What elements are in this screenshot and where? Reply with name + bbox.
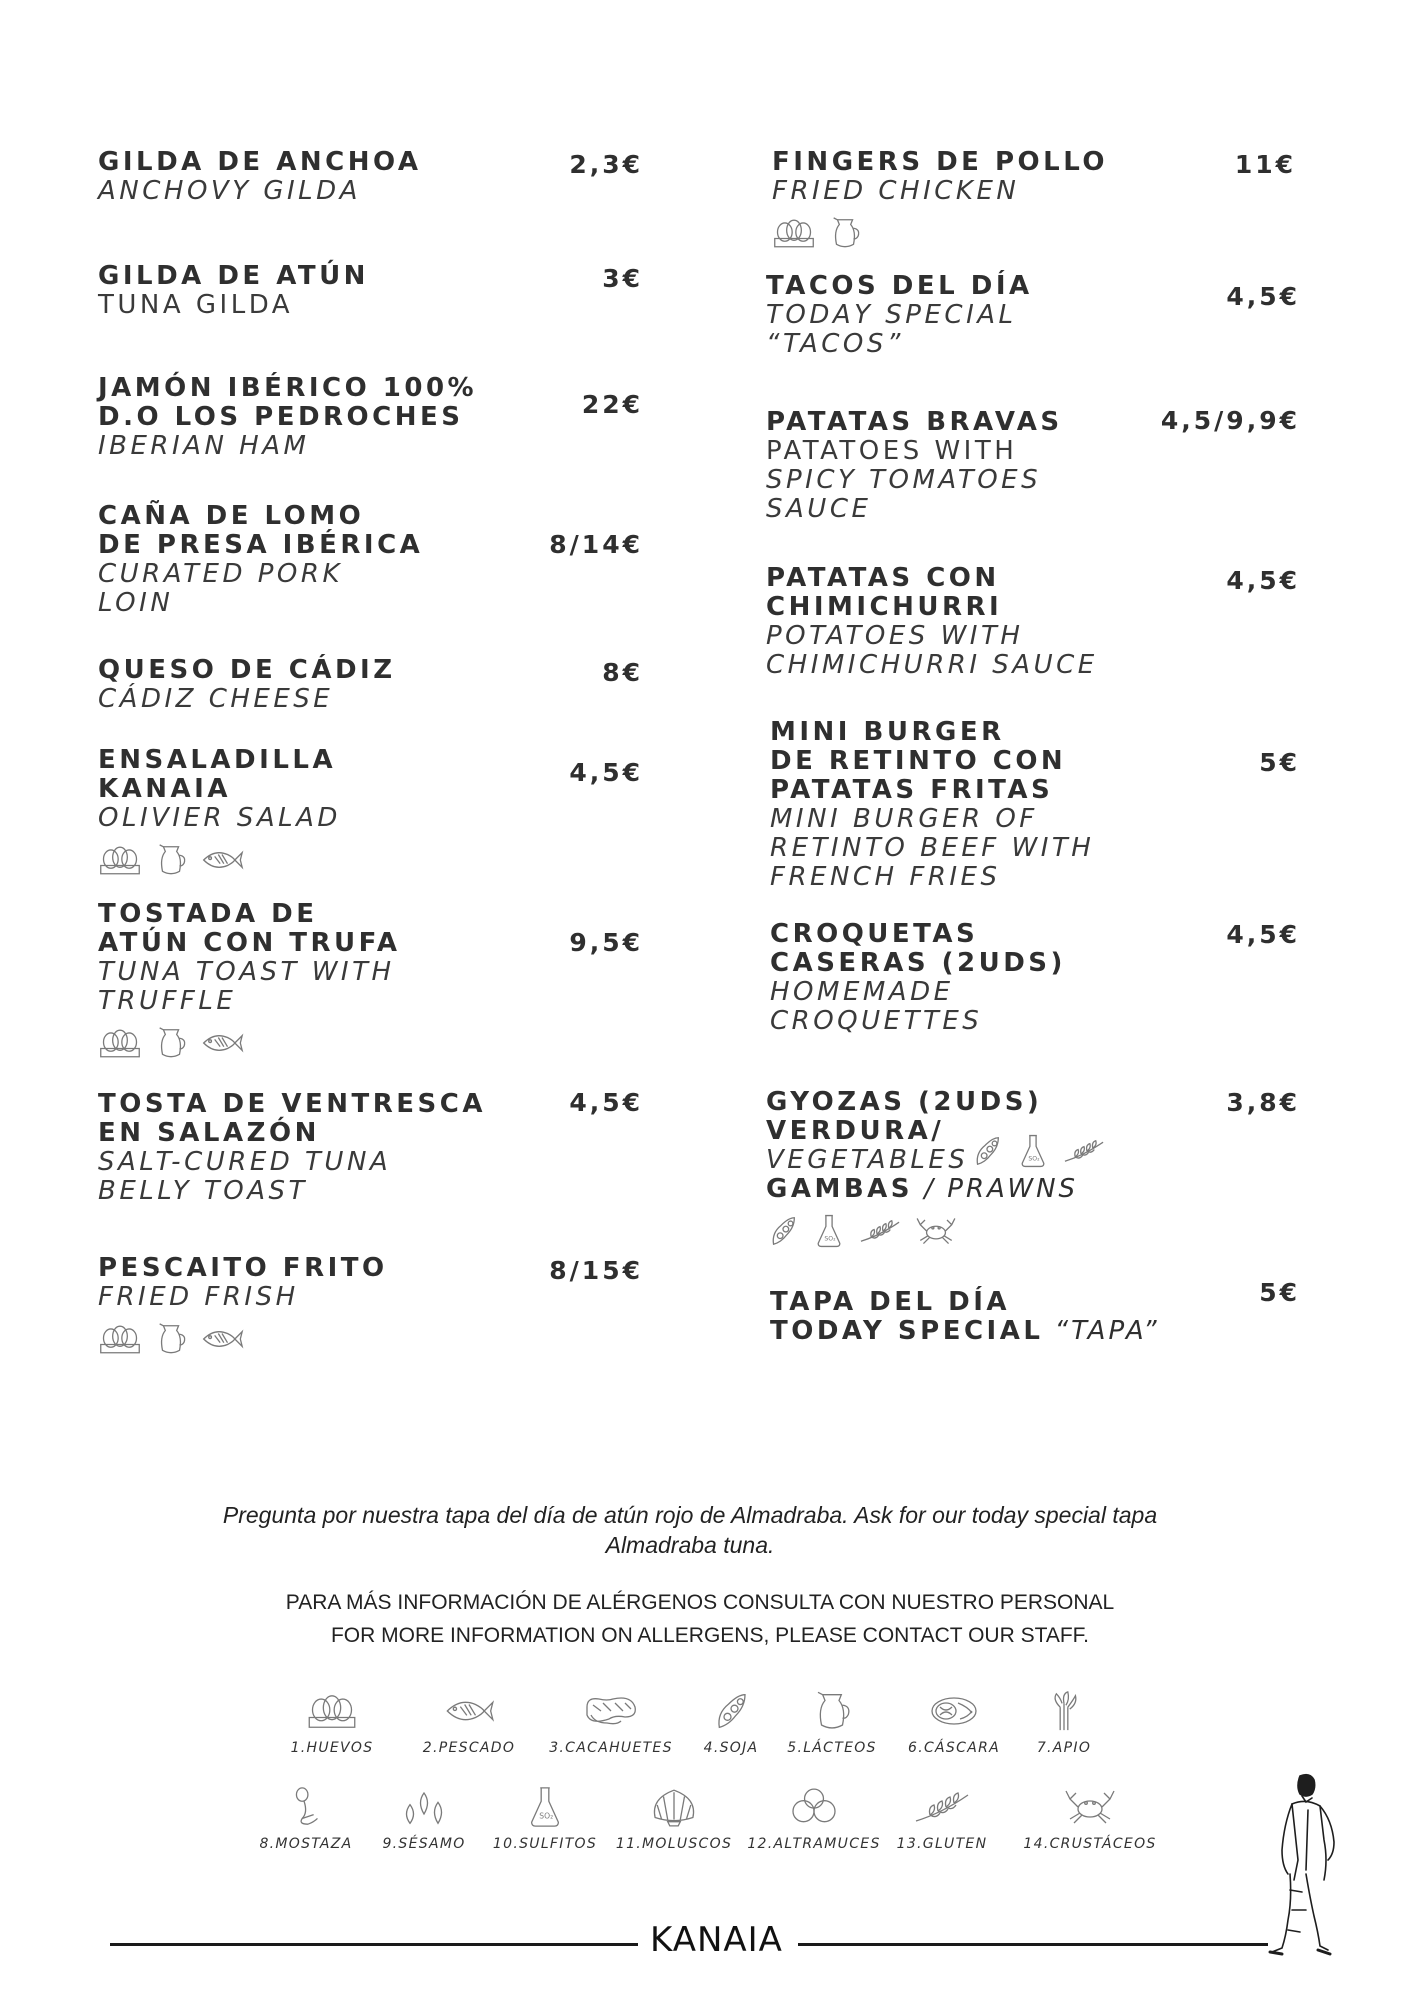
- gluten-icon: [858, 1214, 902, 1248]
- item-description: “TAPA”: [1043, 1316, 1160, 1346]
- allergen-info: [200, 1586, 1200, 1652]
- item-price: 8/15€: [549, 1256, 643, 1285]
- fish-icon: [200, 1322, 244, 1356]
- gluten-icon: [912, 1786, 972, 1828]
- egg-icon: [306, 1690, 358, 1732]
- peanut-icon: [581, 1690, 641, 1732]
- item-name: VERDURA/: [766, 1116, 945, 1146]
- item-price: 3,8€: [1226, 1088, 1300, 1117]
- item-price: 8€: [602, 658, 643, 687]
- brand-logo: KANAIA: [650, 1920, 783, 1960]
- item-name-line: [770, 1317, 1160, 1346]
- sulphites-icon: [812, 1214, 846, 1248]
- gluten-icon: [1062, 1134, 1106, 1168]
- legend-item: [1024, 1690, 1104, 1756]
- legend-item: [282, 1690, 382, 1756]
- egg-icon: [98, 1322, 142, 1356]
- item-price: 22€: [581, 390, 643, 419]
- item-price: 3€: [602, 264, 643, 293]
- item-name: TODAY SPECIAL: [770, 1316, 1044, 1346]
- allergen-icons: [98, 1024, 401, 1062]
- item-description: SAUCE: [766, 494, 872, 524]
- allergen-icons: [766, 1212, 1078, 1250]
- nut-icon: [928, 1690, 980, 1732]
- legend-label: 7.APIO: [1036, 1740, 1092, 1756]
- item-price: 2,3€: [569, 150, 643, 179]
- sulphites-icon: [1016, 1134, 1050, 1168]
- milk-jug-icon: [828, 216, 862, 250]
- item-name: PATATAS FRITAS: [770, 775, 1054, 805]
- footer-rule-left: [110, 1943, 638, 1946]
- item-name: TAPA DEL DÍA: [770, 1287, 1011, 1317]
- item-description: OLIVIER SALAD: [98, 803, 341, 833]
- item-price: 5€: [1259, 748, 1300, 777]
- item-description: SALT-CURED TUNA: [98, 1147, 392, 1177]
- menu-item-fingers-pollo: [772, 148, 1108, 252]
- menu-item-pescaito-frito: [98, 1254, 388, 1358]
- item-price: 4,5€: [569, 758, 643, 787]
- man-illustration-icon: [1262, 1770, 1344, 1960]
- menu-item-mini-burger: [770, 718, 1094, 892]
- item-description: FRENCH FRIES: [770, 862, 1001, 892]
- sesame-icon: [398, 1786, 450, 1828]
- item-name: PATATAS CON: [766, 563, 1000, 593]
- crustacean-icon: [1062, 1786, 1118, 1828]
- legend-label: 10.SULFITOS: [492, 1836, 598, 1852]
- menu-item-ensaladilla: [98, 746, 341, 879]
- item-description: TRUFFLE: [98, 986, 237, 1016]
- legend-item: [902, 1690, 1006, 1756]
- legend-item: [414, 1690, 524, 1756]
- legend-label: 2.PESCADO: [422, 1740, 516, 1756]
- item-description: IBERIAN HAM: [98, 431, 310, 461]
- milk-jug-icon: [154, 1322, 188, 1356]
- item-description: TUNA TOAST WITH: [98, 957, 395, 987]
- milk-jug-icon: [154, 1026, 188, 1060]
- menu-item-tapa-del-dia: [770, 1288, 1160, 1346]
- item-description: ANCHOVY GILDA: [98, 176, 361, 206]
- item-description: MINI BURGER OF: [770, 804, 1038, 834]
- legend-item: [612, 1786, 736, 1852]
- item-description: FRIED FRISH: [98, 1282, 299, 1312]
- item-price: 8/14€: [549, 530, 643, 559]
- menu-item-tacos-del-dia: [766, 272, 1033, 359]
- item-price: 9,5€: [569, 928, 643, 957]
- item-description: RETINTO BEEF WITH: [770, 833, 1095, 863]
- item-description: CÁDIZ CHEESE: [98, 684, 334, 714]
- legend-label: 3.CACAHUETES: [549, 1740, 673, 1756]
- menu-item-jamon-iberico: [98, 374, 477, 461]
- menu-item-tostada-atun: [98, 900, 401, 1062]
- legend-label: 6.CÁSCARA: [908, 1740, 1000, 1756]
- lupin-icon: [788, 1786, 840, 1828]
- item-name: DE RETINTO CON: [770, 746, 1067, 776]
- item-description: TUNA GILDA: [98, 290, 294, 320]
- legend-item: [694, 1690, 768, 1756]
- mustard-icon: [280, 1786, 332, 1828]
- promo-line: Almadraba tuna.: [605, 1532, 775, 1558]
- menu-item-cana-de-lomo: [98, 502, 423, 618]
- soy-icon: [970, 1134, 1004, 1168]
- item-price: 4,5€: [1226, 566, 1300, 595]
- item-description: HOMEMADE: [770, 977, 954, 1007]
- item-name: CASERAS (2UDS): [770, 948, 1066, 978]
- legend-item: [894, 1786, 990, 1852]
- item-description: POTATOES WITH: [766, 621, 1024, 651]
- allergen-info-line: FOR MORE INFORMATION ON ALLERGENS, PLEASE CONTACT OUR STAFF.: [330, 1624, 1090, 1647]
- legend-label: 11.MOLUSCOS: [615, 1836, 733, 1852]
- item-name: D.O LOS PEDROCHES: [98, 402, 464, 432]
- item-name: FINGERS DE POLLO: [772, 147, 1108, 177]
- menu-item-patatas-bravas: [766, 408, 1063, 524]
- item-name: CHIMICHURRI: [766, 592, 1003, 622]
- legend-label: 9.SÉSAMO: [382, 1836, 466, 1852]
- item-price: 5€: [1259, 1278, 1300, 1307]
- allergen-info-line: PARA MÁS INFORMACIÓN DE ALÉRGENOS CONSULTA CON NUESTRO PERSONAL: [285, 1591, 1115, 1614]
- item-name: KANAIA: [98, 774, 231, 804]
- footer-rule-right: [798, 1943, 1268, 1946]
- allergen-icons-inline: [970, 1132, 1106, 1170]
- item-description: PATATOES WITH: [766, 436, 1018, 466]
- mollusc-icon: [648, 1786, 700, 1828]
- sulphites-icon: [519, 1786, 571, 1828]
- item-name: PESCAITO FRITO: [98, 1253, 388, 1283]
- promo-line: Pregunta por nuestra tapa del día de atún rojo de Almadraba. Ask for our today special tapa: [222, 1502, 1158, 1528]
- item-name: TOSTADA DE: [98, 899, 318, 929]
- egg-icon: [98, 1026, 142, 1060]
- legend-item: [782, 1690, 882, 1756]
- item-description: TODAY SPECIAL: [766, 300, 1017, 330]
- item-description: LOIN: [98, 588, 174, 618]
- fish-icon: [200, 1026, 244, 1060]
- menu-item-croquetas: [770, 920, 1066, 1036]
- item-name: EN SALAZÓN: [98, 1118, 320, 1148]
- milk-jug-icon: [154, 843, 188, 877]
- item-name: CROQUETAS: [770, 919, 979, 949]
- milk-jug-icon: [806, 1690, 858, 1732]
- item-description: CHIMICHURRI SAUCE: [766, 650, 1098, 680]
- legend-label: 13.GLUTEN: [896, 1836, 988, 1852]
- menu-item-queso-cadiz: [98, 656, 396, 714]
- item-price: 4,5€: [1226, 920, 1300, 949]
- item-description: / PRAWNS: [913, 1174, 1079, 1204]
- legend-item: [486, 1786, 604, 1852]
- allergen-icons: [98, 1320, 388, 1358]
- item-price: 4,5€: [569, 1088, 643, 1117]
- item-description: BELLY TOAST: [98, 1176, 308, 1206]
- menu-item-gilda-anchoa: [98, 148, 421, 206]
- soy-icon: [766, 1214, 800, 1248]
- allergen-icons: [772, 214, 1108, 252]
- menu-item-patatas-chimichurri: [766, 564, 1098, 680]
- legend-label: 12.ALTRAMUCES: [747, 1836, 881, 1852]
- legend-item: [546, 1690, 676, 1756]
- item-name: DE PRESA IBÉRICA: [98, 530, 424, 560]
- legend-label: 8.MOSTAZA: [259, 1836, 353, 1852]
- legend-label: 5.LÁCTEOS: [787, 1740, 877, 1756]
- allergen-icons: [98, 841, 341, 879]
- legend-label: 14.CRUSTÁCEOS: [1023, 1836, 1157, 1852]
- item-description: CURATED PORK: [98, 559, 343, 589]
- legend-item: [374, 1786, 474, 1852]
- legend-label: 4.SOJA: [703, 1740, 759, 1756]
- legend-item: [1022, 1786, 1158, 1852]
- item-description: SPICY TOMATOES: [766, 465, 1042, 495]
- legend-item: [254, 1786, 358, 1852]
- item-name-line: [766, 1175, 1078, 1204]
- item-name: GYOZAS (2UDS): [766, 1087, 1043, 1117]
- item-price: 11€: [1234, 150, 1296, 179]
- celery-icon: [1038, 1690, 1090, 1732]
- fish-icon: [200, 843, 244, 877]
- item-name: JAMÓN IBÉRICO 100%: [98, 373, 478, 403]
- legend-item: [746, 1786, 882, 1852]
- item-description: “TACOS”: [766, 329, 904, 359]
- item-name: TOSTA DE VENTRESCA: [98, 1089, 486, 1119]
- item-name: CAÑA DE LOMO: [98, 501, 365, 531]
- egg-icon: [772, 216, 816, 250]
- crustacean-icon: [914, 1214, 958, 1248]
- menu-item-gilda-atun: [98, 262, 369, 320]
- menu-item-tosta-ventresca: [98, 1090, 486, 1206]
- soy-icon: [705, 1690, 757, 1732]
- egg-icon: [98, 843, 142, 877]
- item-name: PATATAS BRAVAS: [766, 407, 1063, 437]
- item-description: VEGETABLES: [766, 1145, 969, 1175]
- item-name: QUESO DE CÁDIZ: [98, 655, 396, 685]
- item-name: ENSALADILLA: [98, 745, 337, 775]
- item-name: GILDA DE ATÚN: [98, 261, 369, 291]
- item-name: ATÚN CON TRUFA: [98, 928, 401, 958]
- fish-icon: [443, 1690, 495, 1732]
- item-price: 4,5€: [1226, 282, 1300, 311]
- item-name: TACOS DEL DÍA: [766, 271, 1033, 301]
- item-name: GILDA DE ANCHOA: [98, 147, 422, 177]
- promo-note: [120, 1500, 1260, 1560]
- item-name: MINI BURGER: [770, 717, 1005, 747]
- item-price: 4,5/9,9€: [1160, 406, 1300, 435]
- legend-label: 1.HUEVOS: [290, 1740, 374, 1756]
- item-description: CROQUETTES: [770, 1006, 983, 1036]
- item-description: FRIED CHICKEN: [772, 176, 1020, 206]
- item-name: GAMBAS: [766, 1174, 914, 1204]
